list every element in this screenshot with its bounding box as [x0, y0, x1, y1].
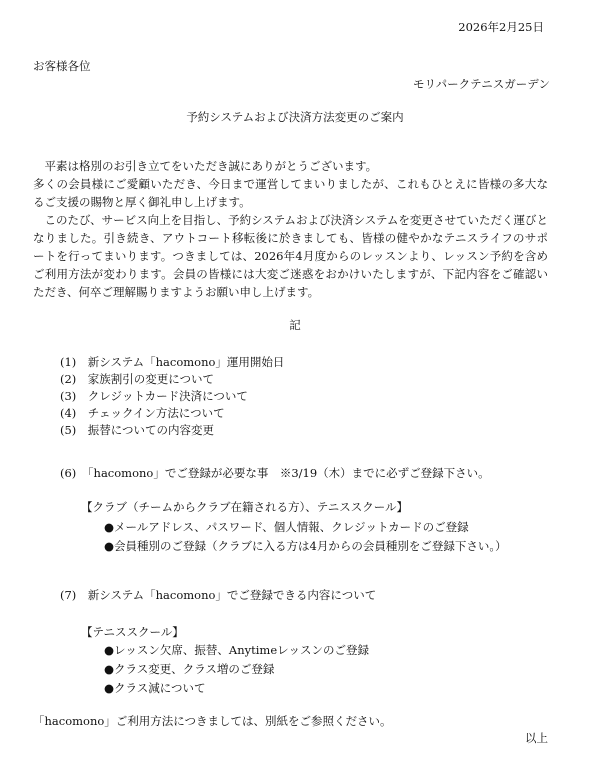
change-items-list — [60, 354, 284, 439]
list-item: ●クラス減について — [104, 681, 206, 695]
closing-mark: 以上 — [525, 731, 548, 745]
list-item: ●レッスン欠席、振替、Anytimeレッスンのご登録 — [104, 643, 370, 657]
ki-heading: 記 — [289, 318, 301, 332]
thanks-paragraph: 多くの会員様にご愛顧いただき、今日まで運営してまいりましたが、これもひとえに皆様の多大なるご支援の賜物と厚く御礼申し上げます。 — [33, 177, 548, 209]
footer-note: 「hacomono」ご利用方法につきましては、別紙をご参照ください。 — [33, 714, 392, 728]
list-item: ●会員種別のご登録（クラブに入る方は4月からの会員種別をご登録下さい。） — [104, 539, 507, 553]
list-item: ●メールアドレス、パスワード、個人情報、クレジットカードのご登録 — [104, 520, 469, 534]
list-item: (4) チェックイン方法について — [60, 406, 225, 420]
tennis-school-heading: 【テニススクール】 — [81, 625, 184, 639]
sender-name: モリパークテニスガーデン — [413, 77, 550, 91]
list-item: (3) クレジットカード決済について — [60, 389, 248, 403]
club-school-heading: 【クラブ（チームからクラブ在籍される方）、テニススクール】 — [81, 500, 409, 514]
list-item: ●クラス変更、クラス増のご登録 — [104, 662, 275, 676]
club-bullets-list — [104, 518, 507, 556]
recipient: お客様各位 — [33, 59, 91, 73]
item-7-registrable-content: (7) 新システム「hacomono」でご登録できる内容について — [60, 588, 377, 602]
school-bullets-list — [104, 641, 369, 698]
document-title: 予約システムおよび決済方法変更のご案内 — [186, 110, 404, 124]
list-item: (5) 振替についての内容変更 — [60, 423, 215, 437]
document-date: 2026年2月25日 — [458, 20, 544, 34]
announcement-paragraph: このたび、サービス向上を目指し、予約システムおよび決済システムを変更させていただく運びとなりました。引き続き、アウトコート移転後に於きましても、皆様の健やかなテニスライフのサポートを行ってまいります。つきましては、2026年4月度からのレッスンより、レッスン予約を含めご利用方法が変わります。会員の皆様には大変ご迷惑をおかけいたしますが、下記内容をご確認いただき、何卒ご理解賜りますようお願い申し上げます。 — [33, 213, 548, 299]
greeting-paragraph: 平素は格別のお引き立てをいただき誠にありがとうございます。 — [44, 159, 378, 173]
item-6-registration-required: (6) 「hacomono」でご登録が必要な事 ※3/19（木）までに必ずご登録下さい。 — [60, 466, 490, 480]
list-item: (2) 家族割引の変更について — [60, 372, 215, 386]
list-item: (1) 新システム「hacomono」運用開始日 — [60, 355, 285, 369]
